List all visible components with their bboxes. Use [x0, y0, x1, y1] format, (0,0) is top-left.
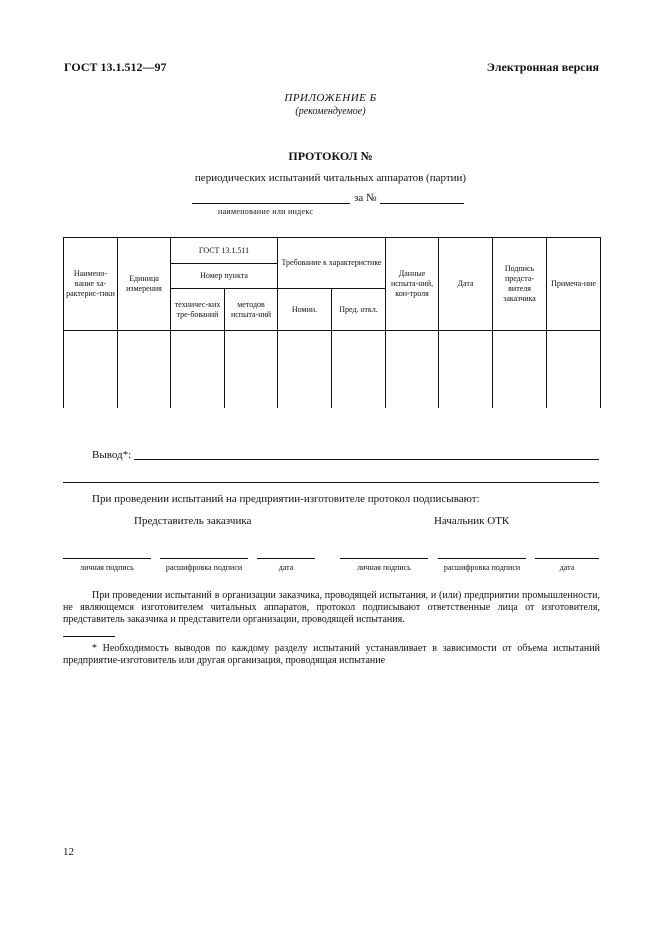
- conclusion-line-2: [63, 482, 599, 483]
- manufacturer-paragraph: При проведении испытаний на предприятии-изготовителе протокол подписывают:: [92, 493, 480, 505]
- table-cell: [439, 331, 493, 409]
- header-note: Примеча-ние: [547, 238, 601, 331]
- standard-code: ГОСТ 13.1.512—97: [64, 60, 167, 74]
- name-caption: наименование или индекс: [218, 207, 314, 216]
- protocol-name-line: [192, 192, 472, 204]
- header-control-data: Данные испыта-ний, кон-троля: [386, 238, 439, 331]
- signature-caption: расшифровка подписи: [165, 563, 243, 572]
- header-date: Дата: [439, 238, 493, 331]
- table-cell: [547, 331, 601, 409]
- footnote: * Необходимость выводов по каждому разделу испытаний устанавливает в зависимости от объема испытаний предприятие-изготовитель или другая организация, проводящая испытание: [63, 643, 600, 666]
- table-cell: [225, 331, 278, 409]
- protocol-table: [63, 237, 601, 408]
- za-label: за №: [354, 192, 377, 204]
- table-cell: [171, 331, 225, 409]
- footnote-divider: [63, 636, 115, 637]
- conclusion-label: Вывод*:: [92, 449, 132, 461]
- signature-caption: расшифровка подписи: [443, 563, 521, 572]
- signature-caption: дата: [278, 563, 294, 572]
- page-number: 12: [63, 846, 74, 858]
- header-characteristic-name: Наимено-вание ха-рактерис-тики: [64, 238, 118, 331]
- signature-caption: личная подпись: [80, 563, 134, 572]
- table-cell: [278, 331, 332, 409]
- table-cell: [332, 331, 386, 409]
- customer-representative: Представитель заказчика: [134, 515, 252, 527]
- table-cell: [386, 331, 439, 409]
- conclusion-line: [134, 459, 599, 460]
- signature-line: [438, 558, 526, 559]
- edition-label: Электронная версия: [486, 60, 599, 74]
- header-point-number: Номер пункта: [171, 264, 278, 289]
- table-cell: [64, 331, 118, 409]
- table-cell: [493, 331, 547, 409]
- header-nominal: Номин.: [278, 289, 332, 331]
- signature-caption: дата: [559, 563, 575, 572]
- annex-subtitle: (рекомендуемое): [295, 106, 366, 117]
- table-cell: [118, 331, 171, 409]
- header-customer-signature: Подпись предста-вителя заказчика: [493, 238, 547, 331]
- signature-line: [340, 558, 428, 559]
- header-tech-requirements: техничес-ких тре-бований: [171, 289, 225, 331]
- signature-line: [257, 558, 315, 559]
- header-deviation: Пред. откл.: [332, 289, 386, 331]
- annex-title: ПРИЛОЖЕНИЕ Б: [284, 92, 377, 104]
- name-blank: [192, 192, 350, 204]
- customer-paragraph: При проведении испытаний в организации заказчика, проводящей испытания, и (или) предприятии промышленности, не являющемся изготовителем читальных аппаратов, протокол подписывают ответственные лица от изготовителя, представитель заказчика и представители организации, проводящей испытания.: [63, 590, 600, 625]
- table-row: [64, 331, 601, 409]
- signature-line: [160, 558, 248, 559]
- signature-line: [63, 558, 151, 559]
- signature-caption: личная подпись: [357, 563, 411, 572]
- header-test-methods: методов испыта-ний: [225, 289, 278, 331]
- otk-head: Начальник ОТК: [434, 515, 510, 527]
- number-blank: [380, 192, 464, 204]
- protocol-title: ПРОТОКОЛ №: [288, 149, 373, 163]
- header-requirement: Требование к характеристике: [278, 238, 386, 289]
- signature-line: [535, 558, 599, 559]
- header-gost: ГОСТ 13.1.511: [171, 238, 278, 264]
- protocol-subtitle: периодических испытаний читальных аппаратов (партии): [194, 172, 467, 184]
- header-unit: Единица измерения: [118, 238, 171, 331]
